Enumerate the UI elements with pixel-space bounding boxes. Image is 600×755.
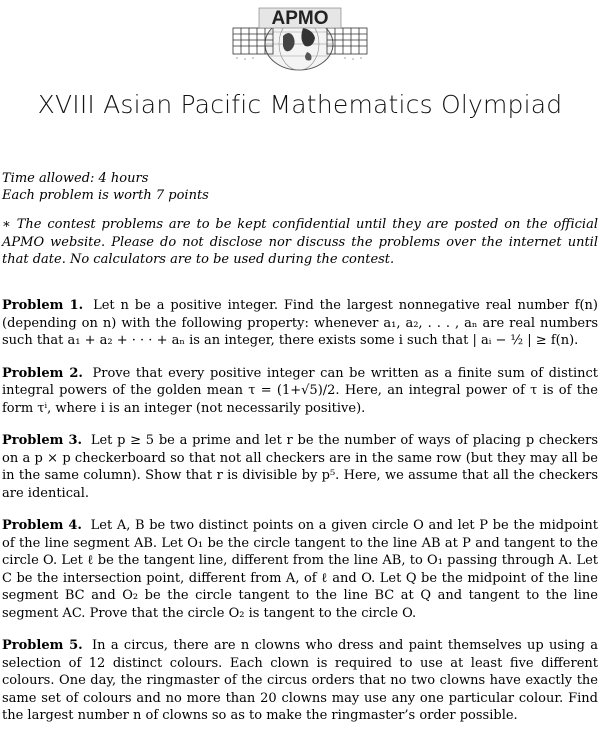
problem-text: Let A, B be two distinct points on a given circle O and let P be the midpoint of the line segment AB. Let O₁ be the circle tangent to the line AB at P and tangent to the circle O. Let ℓ be the tangent line, different from the line AB, to O₁ passing through A. Let C be the intersection point, different from A, of ℓ and O. Let Q be the midpoint of the line segment BC and O₂ be the circle tangent to the line BC at Q and tangent to the line segment AC. Prove that the circle O₂ is tangent to the circle O. <box>2 518 598 621</box>
problem-label: Problem 5. <box>2 638 83 653</box>
problem-text: In a circus, there are n clowns who dress and paint themselves up using a selection of 12 distinct colours. Each clown is required to use at least five different colours. One day, the ringmaster of the circus orders that no two clowns have exactly the same set of colours and no more than 20 clowns may use any one particular colour. Find the largest number n of clowns so as to make the ringmaster’s order possible. <box>2 638 599 723</box>
problem-label: Problem 1. <box>2 298 84 313</box>
problem-text: Let n be a positive integer. Find the largest nonnegative real number f(n) (depending on n) with the following property: whenever a₁, a₂, . . . , aₙ are real numbers such that a₁ + a₂ + · · · + aₙ is an integer, there exists some i such that | aᵢ − ½ | ≥ f(n). <box>2 298 598 348</box>
problem-1 <box>2 297 598 350</box>
problem-2 <box>2 365 598 418</box>
points-per-problem: Each problem is worth 7 points <box>2 188 209 203</box>
problem-list <box>2 297 598 740</box>
exam-meta <box>2 170 598 204</box>
confidentiality-note: ∗ The contest problems are to be kept confidential until they are posted on the official APMO website. Please do not disclose nor discuss the problems over the internet until that date. No calculators are to be used during the contest. <box>2 217 598 267</box>
apmo-logo <box>221 6 381 72</box>
time-allowed: Time allowed: 4 hours <box>2 171 149 186</box>
problem-5 <box>2 637 598 725</box>
problem-4 <box>2 517 598 622</box>
problem-label: Problem 3. <box>2 433 83 448</box>
problem-text: Prove that every positive integer can be written as a finite sum of distinct integral powers of the golden mean τ = (1+√5)/2. Here, an integral power of τ is of the form τⁱ, where i is an integer (not necessarily positive). <box>2 365 599 416</box>
logo-text: APMO <box>271 8 329 29</box>
problem-label: Problem 4. <box>2 518 82 533</box>
globe-logo-icon <box>221 6 381 72</box>
problem-text: Let p ≥ 5 be a prime and let r be the number of ways of placing p checkers on a p × p checkerboard so that not all checkers are in the same row (but they may all be in the same column). Show that r is divisible by p⁵. Here, we assume that all the checkers are identical. <box>2 433 598 501</box>
problem-label: Problem 2. <box>2 365 83 381</box>
problem-3 <box>2 432 598 502</box>
page-title: XVIII Asian Pacific Mathematics Olympiad <box>37 90 563 119</box>
